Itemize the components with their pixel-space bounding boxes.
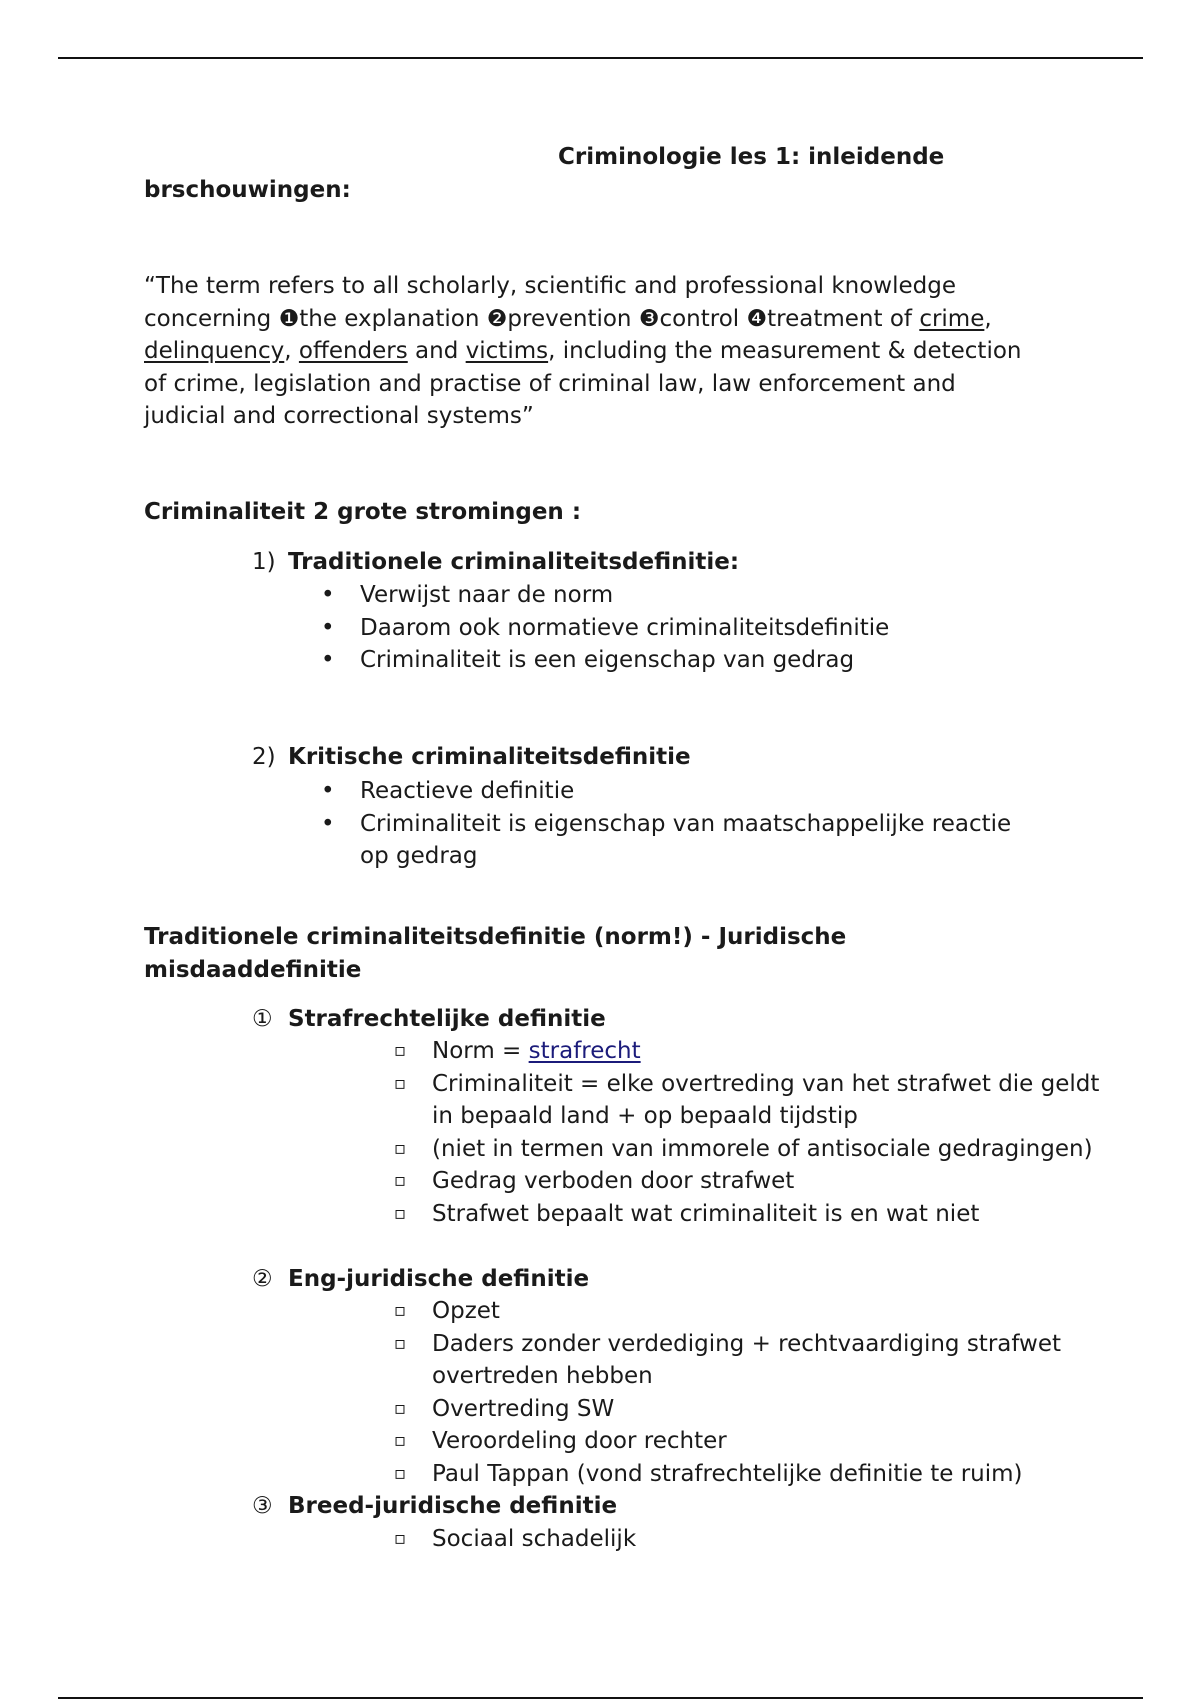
quote-part-4: treatment of (767, 305, 920, 332)
underlined-crime: crime (919, 305, 985, 332)
quote-sep-3: and (407, 338, 466, 364)
page-title (144, 141, 1084, 206)
list-item: • Criminaliteit is eigenschap van maatschappelijke reactie op gedrag (144, 808, 1040, 873)
marker-4: ❹ (746, 305, 768, 332)
list-item: ▫ Veroordeling door rechter (144, 1425, 1102, 1458)
numbered-sub-2 (252, 1263, 589, 1296)
square-list-breed-juridisch (144, 1523, 1102, 1556)
bullet-list-traditioneel (144, 579, 889, 677)
list-item: • Verwijst naar de norm (144, 579, 889, 612)
item-number: 1) (252, 549, 276, 575)
underlined-victims: victims (465, 338, 549, 364)
section-heading-juridisch: Traditionele criminaliteitsdefinitie (norm!) - Juridische misdaaddefinitie (144, 924, 847, 983)
strafrecht-link[interactable]: strafrecht (528, 1038, 641, 1064)
list-item: • Daarom ook normatieve criminaliteitsdefinitie (144, 612, 889, 645)
list-item: ▫ Sociaal schadelijk (144, 1523, 1102, 1556)
numbered-sub-3 (252, 1490, 617, 1523)
numbered-item-2 (252, 741, 691, 774)
item-number: 2) (252, 744, 276, 770)
circled-number: ① (252, 1006, 273, 1032)
quote-sep-1: , (984, 305, 992, 332)
bullet-list-kritisch (144, 775, 1040, 873)
list-item: ▫ Opzet (144, 1295, 1102, 1328)
marker-2: ❷ (486, 305, 508, 332)
square-list-strafrechtelijk (144, 1035, 1102, 1230)
list-item: ▫ Gedrag verboden door strafwet (144, 1165, 1102, 1198)
numbered-sub-1 (252, 1003, 606, 1036)
norm-prefix: Norm = (432, 1038, 529, 1064)
list-item: ▫ Strafwet bepaalt wat criminaliteit is en wat niet (144, 1198, 1102, 1231)
list-item: ▫ Overtreding SW (144, 1393, 1102, 1426)
title-line-2: brschouwingen: (144, 176, 351, 203)
sub-title: Eng-juridische definitie (288, 1266, 590, 1292)
circled-number: ② (252, 1266, 273, 1292)
item-title: Traditionele criminaliteitsdefinitie: (288, 549, 740, 575)
top-rule (58, 57, 1143, 59)
list-item: ▫ Paul Tappan (vond strafrechtelijke definitie te ruim) (144, 1458, 1132, 1491)
item-title: Kritische criminaliteitsdefinitie (288, 744, 691, 770)
list-item (144, 1035, 1102, 1068)
numbered-item-1 (252, 546, 739, 579)
sub-title: Breed-juridische definitie (288, 1493, 618, 1519)
quote-text: “The term refers to all scholarly, scientific and professional knowledge concerning (144, 273, 956, 332)
section-heading-stromingen: Criminaliteit 2 grote stromingen : (144, 499, 582, 525)
marker-1: ❶ (278, 305, 300, 332)
list-item: ▫ Criminaliteit = elke overtreding van het strafwet die geldt in bepaald land + op bepaald tijdstip (144, 1068, 1102, 1133)
marker-3: ❸ (638, 305, 660, 332)
bottom-rule (58, 1697, 1143, 1699)
list-item: • Criminaliteit is een eigenschap van gedrag (144, 644, 889, 677)
quote-part-2: prevention (507, 305, 639, 332)
definition-quote (144, 270, 1044, 433)
list-item: • Reactieve definitie (144, 775, 1040, 808)
title-line-1: Criminologie les 1: inleidende (558, 144, 945, 170)
quote-rest: , including the measurement & detection of crime, legislation and practise of criminal law, law enforcement and judicial and correctional systems” (144, 338, 1022, 429)
quote-sep-2: , (284, 338, 299, 364)
quote-part-1: the explanation (299, 305, 487, 332)
list-item: ▫ Daders zonder verdediging + rechtvaardiging strafwet overtreden hebben (144, 1328, 1102, 1393)
sub-title: Strafrechtelijke definitie (288, 1006, 606, 1032)
quote-part-3: control (659, 305, 747, 332)
circled-number: ③ (252, 1493, 273, 1519)
underlined-delinquency: delinquency (144, 338, 285, 364)
square-list-eng-juridisch (144, 1295, 1132, 1490)
list-item: ▫ (niet in termen van immorele of antisociale gedragingen) (144, 1133, 1102, 1166)
underlined-offenders: offenders (298, 338, 408, 364)
